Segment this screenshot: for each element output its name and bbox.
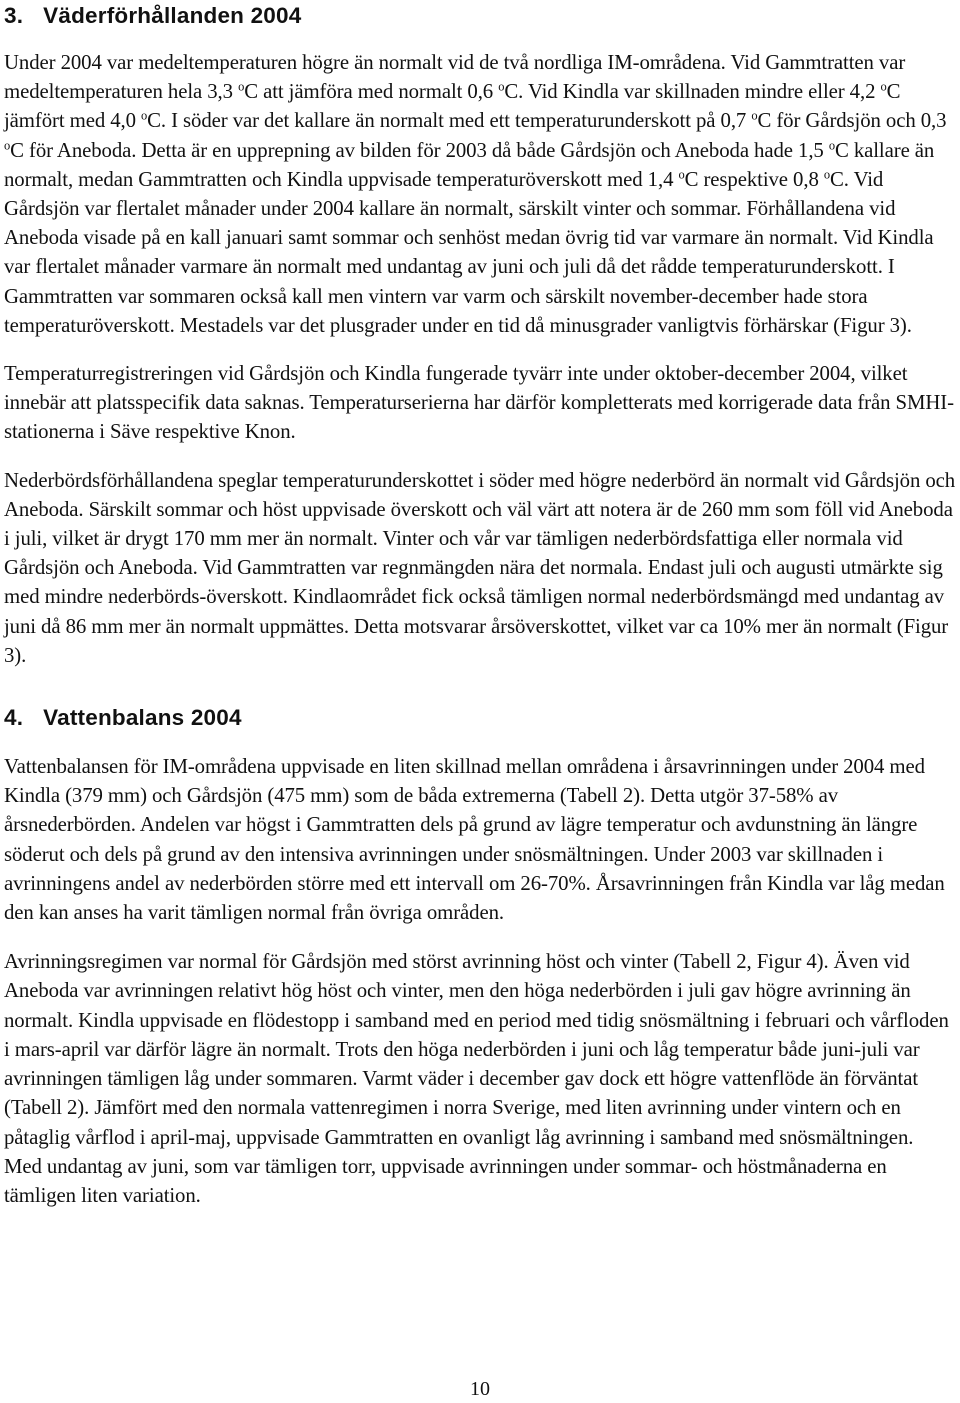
degree-superscript: o (828, 138, 835, 153)
text-run: C. I söder var det kallare än normalt med ett temperaturunderskott på 0,7 (147, 109, 752, 133)
page-number: 10 (470, 1378, 490, 1400)
text-run: C för Gårdsjön och 0,3 (757, 109, 947, 133)
section-number: 3. (4, 3, 24, 28)
degree-superscript: o (4, 138, 11, 153)
text-run: Under 2004 var medeltemperaturen högre än normalt vid de två nordliga IM-områdena. Vid Gammtratten var medeltemperaturen hela 3,3 (4, 51, 906, 104)
section-heading-3 (4, 2, 956, 30)
degree-superscript: o (141, 108, 148, 123)
section-title: Väderförhållanden 2004 (43, 3, 302, 28)
text-run: C jämfört med 4,0 (4, 80, 901, 133)
text-run: C. Vid Kindla var skillnaden mindre eller 4,2 (504, 80, 881, 104)
text-run: C. Vid Gårdsjön var flertalet månader under 2004 kallare än normalt, särskilt vinter och sommar. Förhållandena vid Aneboda visade på en kall januari samt sommar och senhöst medan övrig tid var varmare än normalt. Vid Kindla var flertalet månader varmare än normalt med undantag av juni och juli då det rådde temperaturunderskott. I Gammtratten var sommaren också kall men vintern var varm och särskilt november-december hade stora temperaturöverskott. Mestadels var det plusgrader under en tid då minusgrader vanligtvis förhärskar (Figur 3). (4, 167, 934, 337)
degree-superscript: o (751, 108, 758, 123)
paragraph-water-balance: Vattenbalansen för IM-områdena uppvisade en liten skillnad mellan områdena i årsavrinningen under 2004 med Kindla (379 mm) och Gårdsjön (475 mm) som de båda extremerna (Tabell 2). Detta utgör 37-58% av årsnederbörden. Andelen var högst i Gammtratten dels på grund av lägre temperatur och avdunstning än längre söderut och dels på grund av den intensiva avrinningen under snösmältningen. Under 2003 var skillnaden i avrinningens andel av nederbörden större med ett intervall om 26-70%. Årsavrinningen från Kindla var låg medan den kan anses ha varit tämligen normal från övriga områden. (4, 755, 945, 925)
text-run: C kallare än normalt, medan Gammtratten och Kindla uppvisade temperaturöverskott med 1,4 (4, 138, 935, 191)
text-run: C respektive 0,8 (684, 167, 824, 191)
degree-superscript: o (498, 79, 505, 94)
paragraph-temperature-registration: Temperaturregistreringen vid Gårdsjön och Kindla fungerade tyvärr inte under oktober-december 2004, vilket innebär att platsspecifik data saknas. Temperaturserierna har därför kompletterats med korrigerade data från SMHI-stationerna i Säve respektive Knon. (4, 362, 954, 444)
degree-superscript: o (823, 167, 830, 182)
document-page (4, 0, 956, 1210)
section-title: Vattenbalans 2004 (43, 705, 242, 731)
paragraph-runoff-regime: Avrinningsregimen var normal för Gårdsjön med störst avrinning höst och vinter (Tabell 2, Figur 4). Även vid Aneboda var avrinningen relativt hög höst och vinter, men den höga nederbörden i juli gav högre avrinning än normalt. Kindla uppvisade en flödestopp i samband med en period med tidig snösmältning i februari och vårfloden i mars-april var därför lägre än normalt. Trots den höga nederbörden i juni och låg temperatur både juni-juli var avrinningen tämligen låg under sommaren. Varmt väder i december gav dock ett högre vattenflöde än förväntat (Tabell 2). Jämfört med den normala vattenregimen i norra Sverige, med liten avrinning under vintern och en påtaglig vårflod i april-maj, uppvisade Gammtratten en ovanligt låg avrinning i samband med snösmältningen. Med undantag av juni, som var tämligen torr, uppvisade avrinningen under sommar- och höstmånaderna en tämligen liten variation. (4, 950, 949, 1207)
degree-superscript: o (880, 79, 887, 94)
degree-superscript: o (238, 79, 245, 94)
degree-superscript: o (678, 167, 685, 182)
paragraph-precipitation: Nederbördsförhållandena speglar temperaturunderskottet i söder med högre nederbörd än normalt vid Gårdsjön och Aneboda. Särskilt sommar och höst uppvisade överskott och väl värt att notera är de 260 mm som föll vid Aneboda i juli, vilket är drygt 170 mm mer än normalt. Vinter och vår var tämligen nederbördsfattiga eller normala vid Gårdsjön och Aneboda. Vid Gammtratten var regnmängden nära det normala. Endast juli och augusti utmärkte sig med mindre nederbörds-överskott. Kindlaområdet fick också tämligen normal nederbördsmängd med undantag av juni då 86 mm mer än normalt uppmättes. Detta motsvarar årsöverskottet, vilket var ca 10% mer än normalt (Figur 3). (4, 468, 956, 667)
section-number: 4. (4, 705, 24, 731)
section-heading-4 (4, 704, 956, 732)
text-run: C för Aneboda. Detta är en upprepning av bilden för 2003 då både Gårdsjön och Aneboda hade 1,5 (10, 138, 829, 162)
text-run: C att jämföra med normalt 0,6 (244, 80, 499, 104)
paragraph-temperature (4, 48, 956, 340)
